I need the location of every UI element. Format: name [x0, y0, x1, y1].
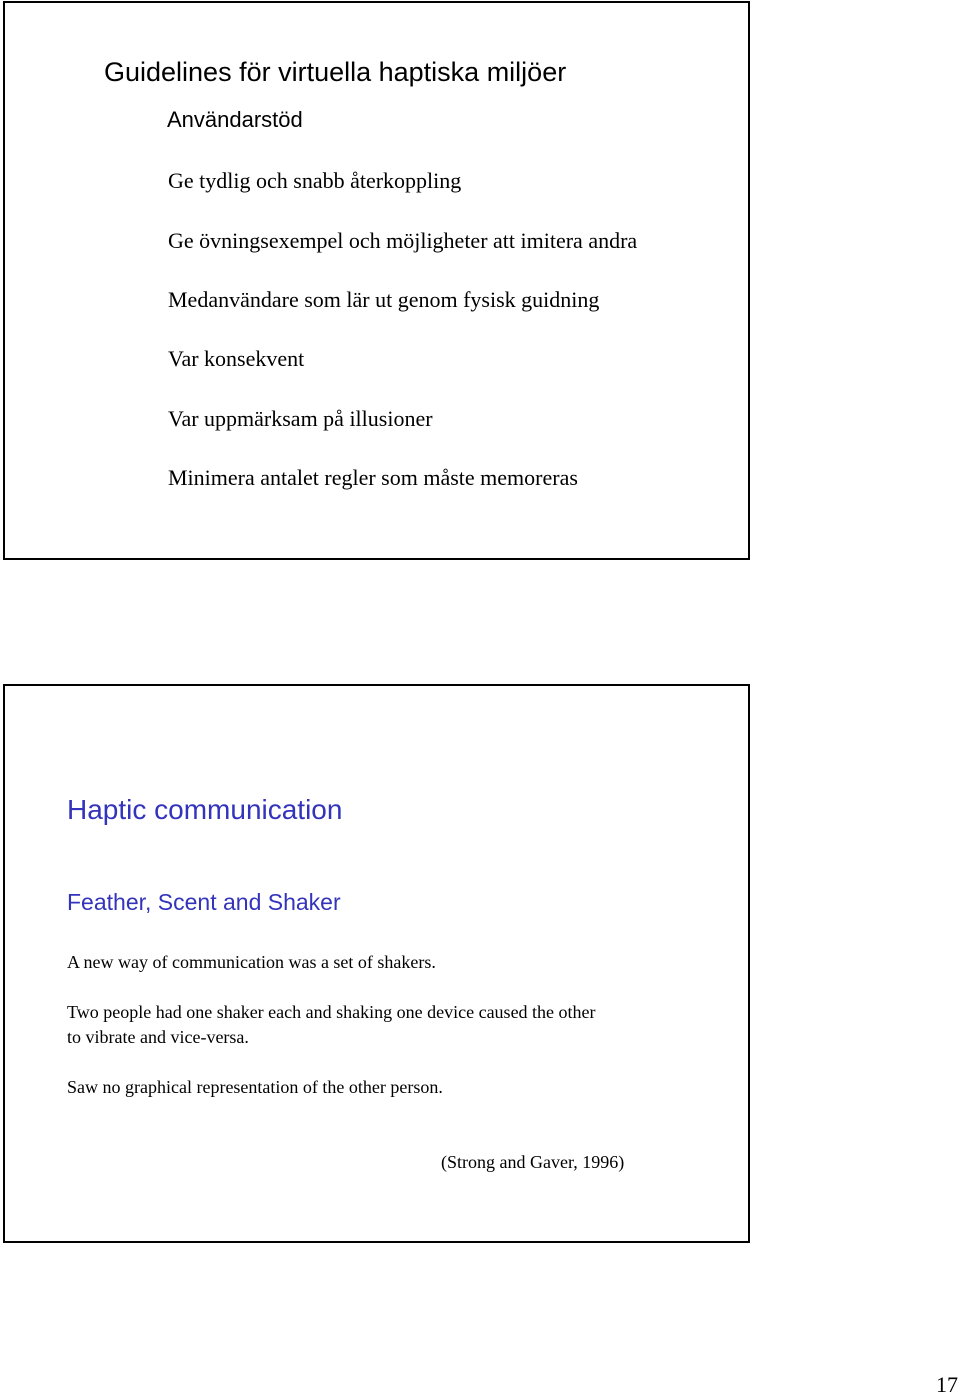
list-item: Medanvändare som lär ut genom fysisk guidning [168, 287, 600, 312]
citation: (Strong and Gaver, 1996) [441, 1152, 625, 1172]
slide-title: Haptic communication [67, 794, 343, 825]
slide-guidelines [3, 1, 750, 560]
slide-haptic-communication [3, 684, 750, 1243]
slide-subtitle: Användarstöd [167, 107, 303, 132]
slide-title: Guidelines för virtuella haptiska miljöer [104, 57, 567, 87]
slide-subtitle: Feather, Scent and Shaker [67, 889, 341, 915]
list-item: Var konsekvent [168, 346, 305, 371]
list-item: Var uppmärksam på illusioner [168, 406, 433, 431]
paragraph-line: Two people had one shaker each and shaking one device caused the other [67, 1002, 596, 1022]
page-number: 17 [936, 1372, 958, 1397]
paragraph: Saw no graphical representation of the other person. [67, 1077, 443, 1097]
list-item: Ge tydlig och snabb återkoppling [168, 168, 462, 193]
list-item: Minimera antalet regler som måste memoreras [168, 465, 578, 490]
paragraph: A new way of communication was a set of shakers. [67, 952, 436, 972]
list-item: Ge övningsexempel och möjligheter att imitera andra [168, 228, 638, 253]
paragraph-line: to vibrate and vice-versa. [67, 1027, 249, 1047]
